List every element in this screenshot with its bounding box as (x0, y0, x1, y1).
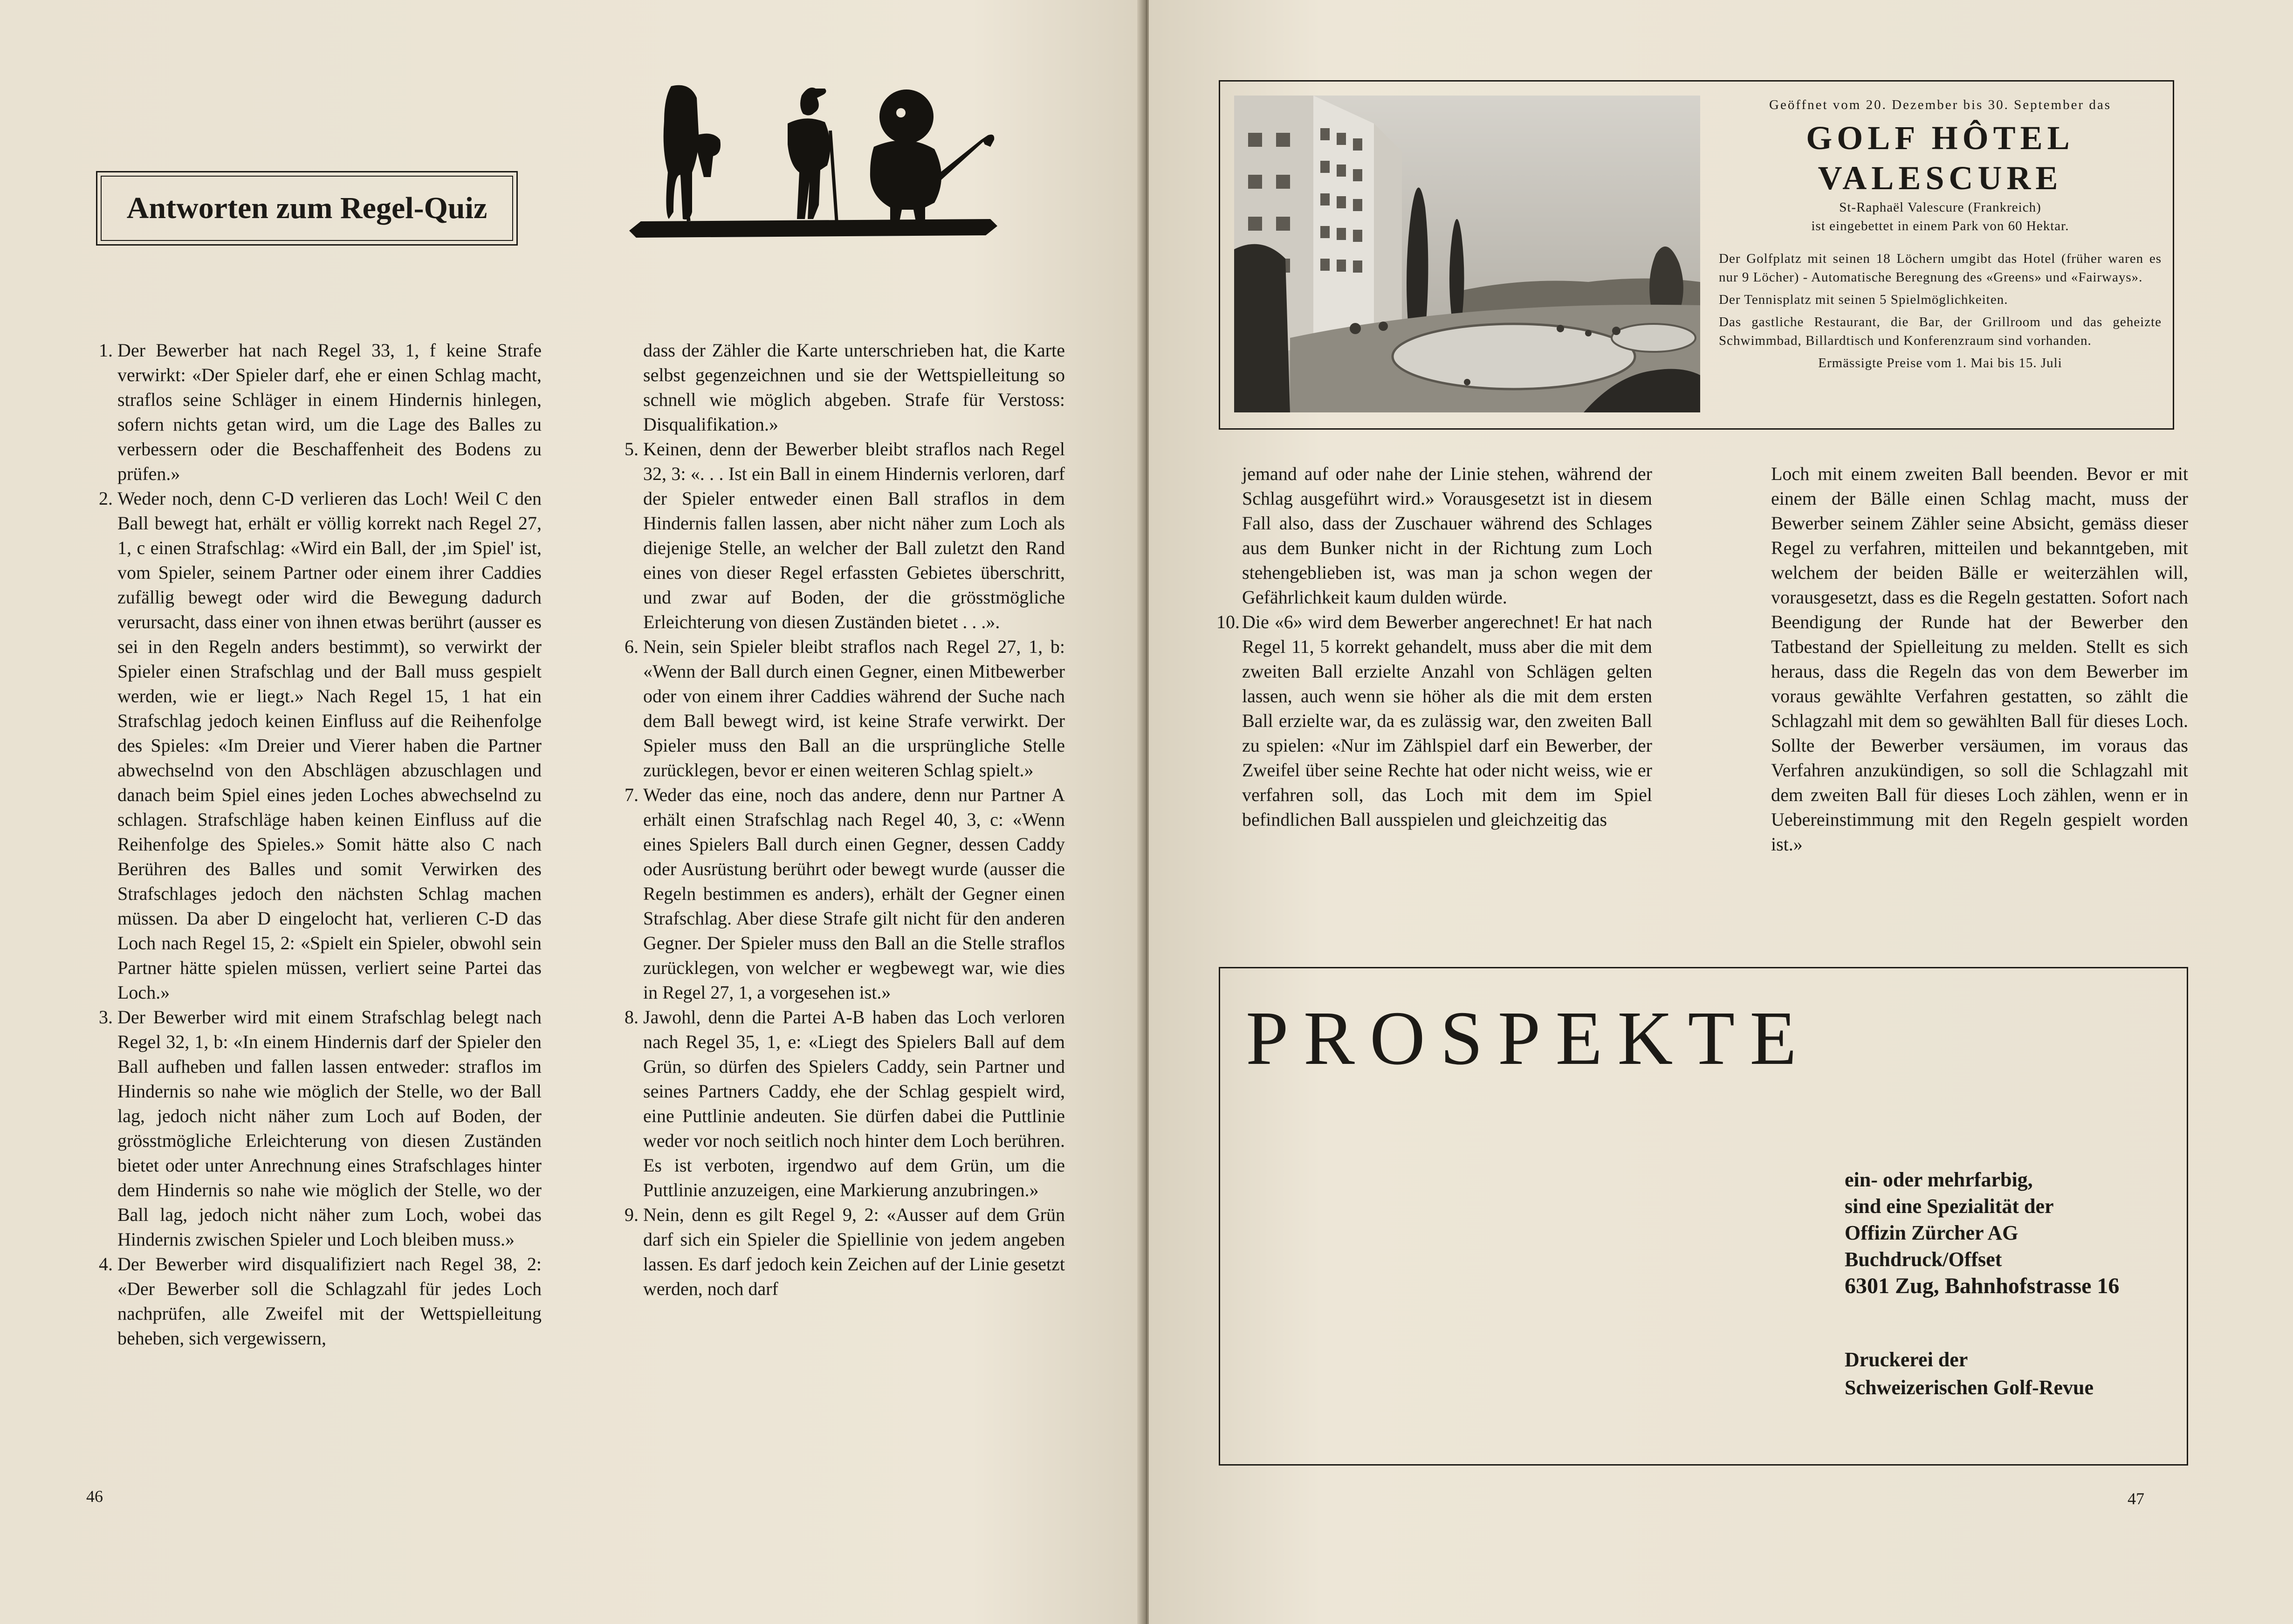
prospekte-advertisement (1219, 967, 2188, 1466)
hotel-ad-text (1719, 96, 2162, 372)
answer-10-continued: Loch mit einem zweiten Ball beenden. Bevor er mit einem der Bälle einen Schlag macht, muss der Bewerber seinem Zähler seine Absicht, gemäss dieser Regel zu verfahren, mitteilen und bekanntgeben, mit welchem der beiden Bälle er weiterzählen will, vorausgesetzt, dass es die Regeln gestatten. Sofort nach Beendigung der Runde hat der Bewerber den Tatbestand der Spielleitung zu melden. Stellt es sich heraus, dass die Regeln das von dem Bewerber im voraus gewählte Verfahren gestatten, so zählt die Schlagzahl mit dem so gewählten Ball für dieses Loch. Sollte der Bewerber versäumen, im voraus das Verfahren anzukündigen, so soll die Schlagzahl mit dem zweiten Ball für dieses Loch zählen, wenn er in Uebereinstimmung mit den Regeln gespielt worden ist.» (1771, 463, 2188, 855)
ad-reduced-prices: Ermässigte Preise vom 1. Mai bis 15. Juli (1818, 356, 2062, 370)
prospekte-line-2: sind eine Spezialität der (1845, 1195, 2054, 1218)
column-1 (99, 338, 542, 1350)
printer-line-1: Druckerei der (1845, 1348, 1968, 1371)
answer-8: 8. Jawohl, denn die Partei A-B haben das Loch verloren nach Regel 35, 1, e: «Liegt des Spielers Ball auf dem Grün, so dürfen des Spielers Caddy, sein Partner und seines Partners Caddy, ehe der Schlag gespielt wird, eine Puttlinie andeuten. Sie dürfen dabei die Puttlinie weder vor noch seitlich noch hinter dem Loch berühren. Es ist verboten, irgendwo auf dem Grün, um die Puttlinie anzuzeigen, eine Markierung anzubringen.» (625, 1007, 1065, 1200)
answer-7: 7. Weder das eine, noch das andere, denn nur Partner A erhält einen Strafschlag nach Regel 40, 3, c: «Wenn eines Spielers Ball durch einen Gegner, dessen Caddy oder Ausrüstung berührt oder bewegt wurde (ausser die Regeln bestimmen es anders), erhält der Gegner einen Strafschlag. Aber diese Strafe gilt nicht für den anderen Gegner. Der Spieler muss den Ball an die Stelle straflos zurücklegen, von welcher er wegbewegt war, wie dies in Regel 27, 1, a vorgesehen ist.» (625, 784, 1065, 1003)
answer-4: 4. Der Bewerber wird disqualifiziert nach Regel 38, 2: «Der Bewerber soll die Schlagzahl für jedes Loch nachprüfen, alle Zweifel mit der Wettspielleitung beheben, sich vergewissern, (99, 1254, 542, 1349)
ad-restaurant-description: Das gastliche Restaurant, die Bar, der Grillroom und das geheizte Schwimmbad, Billardtisch und Konferenzraum sind vorhanden. (1719, 315, 2162, 348)
answer-5: 5. Keinen, denn der Bewerber bleibt straflos nach Regel 32, 3: «. . . Ist ein Ball in einem Hindernis verloren, darf der Spieler entweder einen Ball straflos in dem Hindernis fallen lassen, aber nicht näher zum Loch als diejenige Stelle, an welcher der Ball zuletzt den Rand eines von dieser Regel erfassten Gebietes überschritt, und zwar auf Boden, der die grösstmögliche Erleichterung von diesen Zuständen bietet . . .». (625, 439, 1065, 632)
hotel-advertisement (1219, 80, 2174, 430)
hotel-photo (1234, 96, 1700, 412)
prospekte-line-1: ein- oder mehrfarbig, (1845, 1168, 2033, 1191)
answer-10: 10. Die «6» wird dem Bewerber angerechnet! Er hat nach Regel 11, 5 korrekt gehandelt, muss aber die mit dem zweiten Ball erzielte Anzahl von Schlägen gelten lassen, auch wenn sie höher als die mit dem ersten Ball erzielte war, da es zulässig war, den zweiten Ball zu spielen: «Nur im Zählspiel darf ein Bewerber, der Zweifel über seine Rechte hat oder nicht weiss, wie er verfahren soll, das Loch mit dem im Spiel befindlichen Ball ausspielen und gleichzeitig das (1216, 611, 1652, 830)
column-3 (1216, 461, 1652, 832)
ad-golf-description: Der Golfplatz mit seinen 18 Löchern umgibt das Hotel (früher waren es nur 9 Löcher) - Automatische Beregnung des «Greens» und «Fairways». (1719, 251, 2162, 285)
right-page (1149, 0, 2293, 1624)
answer-9: 9. Nein, denn es gilt Regel 9, 2: «Ausser auf dem Grün darf sich ein Spieler die Spiellinie von jedem angeben lassen. Es darf jedoch kein Zeichen auf der Linie gesetzt werden, noch darf (625, 1204, 1065, 1299)
prospekte-address: 6301 Zug, Bahnhofstrasse 16 (1845, 1274, 2120, 1298)
prospekte-title: PROSPEKTE (1246, 995, 1812, 1081)
answer-9-continued: jemand auf oder nahe der Linie stehen, während der Schlag ausgeführt wird.» Vorausgesetzt ist in diesem Fall also, dass der Zuschauer während des Schlages aus dem Bunker nicht in der Richtung zum Loch stehengeblieben ist, was man ja schon wegen der Gefährlichkeit kaum dulden würde. (1242, 463, 1652, 608)
prospekte-line-4: Buchdruck/Offset (1845, 1248, 2002, 1271)
answer-3: 3. Der Bewerber wird mit einem Strafschlag belegt nach Regel 32, 1, b: «In einem Hindernis darf der Spieler den Ball aufheben und fallen lassen entweder: straflos im Hindernis so nahe wie möglich der Stelle, wo der Ball lag, jedoch nicht näher zum Loch auf Boden, der grösstmögliche Erleichterung von diesen Zuständen bietet oder unter Anrechnung eines Strafschlages hinter dem Hindernis so nahe wie möglich der Stelle, wo der Ball lag, jedoch nicht näher zum Loch, wobei das Hindernis zwischen Spieler und Loch bleiben muss.» (99, 1007, 542, 1250)
ad-hotel-name-line2: VALESCURE (1818, 159, 2063, 197)
left-page (0, 0, 1144, 1624)
column-2 (625, 338, 1065, 1301)
ad-location: St-Raphaël Valescure (Frankreich) (1839, 200, 2041, 215)
column-4 (1771, 461, 2188, 857)
ad-tennis-description: Der Tennisplatz mit seinen 5 Spielmöglichkeiten. (1719, 292, 2008, 307)
quiz-heading: Antworten zum Regel-Quiz (96, 171, 518, 246)
printer-line-2: Schweizerischen Golf-Revue (1845, 1376, 2094, 1399)
page-number-left: 46 (86, 1487, 103, 1506)
ad-hotel-name-line1: GOLF HÔTEL (1806, 119, 2074, 157)
answer-1: 1. Der Bewerber hat nach Regel 33, 1, f keine Strafe verwirkt: «Der Spieler darf, ehe er einen Schlag macht, straflos seine Schläger in einem Hindernis hinlegen, sofern nichts getan wird, um die Lage des Balles zu verbessern oder die Beschaffenheit des Bodens zu prüfen.» (99, 340, 542, 484)
answer-4-continued: dass der Zähler die Karte unterschrieben hat, die Karte selbst gegenzeichnen und sie der Wettspielleitung so schnell wie möglich abgeben. Strafe für Verstoss: Disqualifikation.» (643, 340, 1065, 435)
answer-2: 2. Weder noch, denn C-D verlieren das Loch! Weil C den Ball bewegt hat, erhält er völlig korrekt nach Regel 27, 1, c einen Strafschlag: «Wird ein Ball, der ‚im Spiel' ist, vom Spieler, seinem Partner oder einem ihrer Caddies zufällig bewegt oder wird die Bewegung dadurch verursacht, dass einer von ihnen etwas berührt (ausser es sei in den Regeln anders bestimmt), so verwirkt der Spieler einen Strafschlag und der Ball muss gespielt werden, wie er liegt.» Nach Regel 15, 1 hat ein Strafschlag jedoch keinen Einfluss auf die Reihenfolge des Spieles: «Im Dreier und Vierer haben die Partner abwechselnd von den Abschlägen abzuschlagen und danach beim Spiel eines jeden Loches abwechselnd zu schlagen. Strafschläge haben keinen Einfluss auf die Reihenfolge des Spieles.» Somit hätte also C nach Berühren des Balles und somit Verwirken des Strafschlages jedoch den nächsten Schlag machen müssen. Da aber D eingelocht hat, verlieren C-D das Loch nach Regel 15, 2: «Spielt ein Spieler, obwohl sein Partner hätte spielen müssen, verliert seine Partei das Loch.» (99, 488, 542, 1003)
golfer-silhouettes-illustration (627, 79, 1000, 252)
answer-6: 6. Nein, sein Spieler bleibt straflos nach Regel 27, 1, b: «Wenn der Ball durch einen Gegner, einen Mitbewerber oder von einem ihrer Caddies während der Suche nach dem Ball bewegt wird, ist keine Strafe verwirkt. Der Spieler muss den Ball an die ursprüngliche Stelle zurücklegen, bevor er einen weiteren Schlag spielt.» (625, 636, 1065, 781)
prospekte-printer (1845, 1346, 2094, 1402)
ad-park: ist eingebettet in einem Park von 60 Hektar. (1811, 219, 2069, 233)
page-number-right: 47 (2128, 1489, 2144, 1508)
ad-opening-dates: Geöffnet vom 20. Dezember bis 30. September das (1769, 97, 2111, 112)
prospekte-line-3: Offizin Zürcher AG (1845, 1221, 2018, 1244)
prospekte-details (1845, 1166, 2119, 1299)
